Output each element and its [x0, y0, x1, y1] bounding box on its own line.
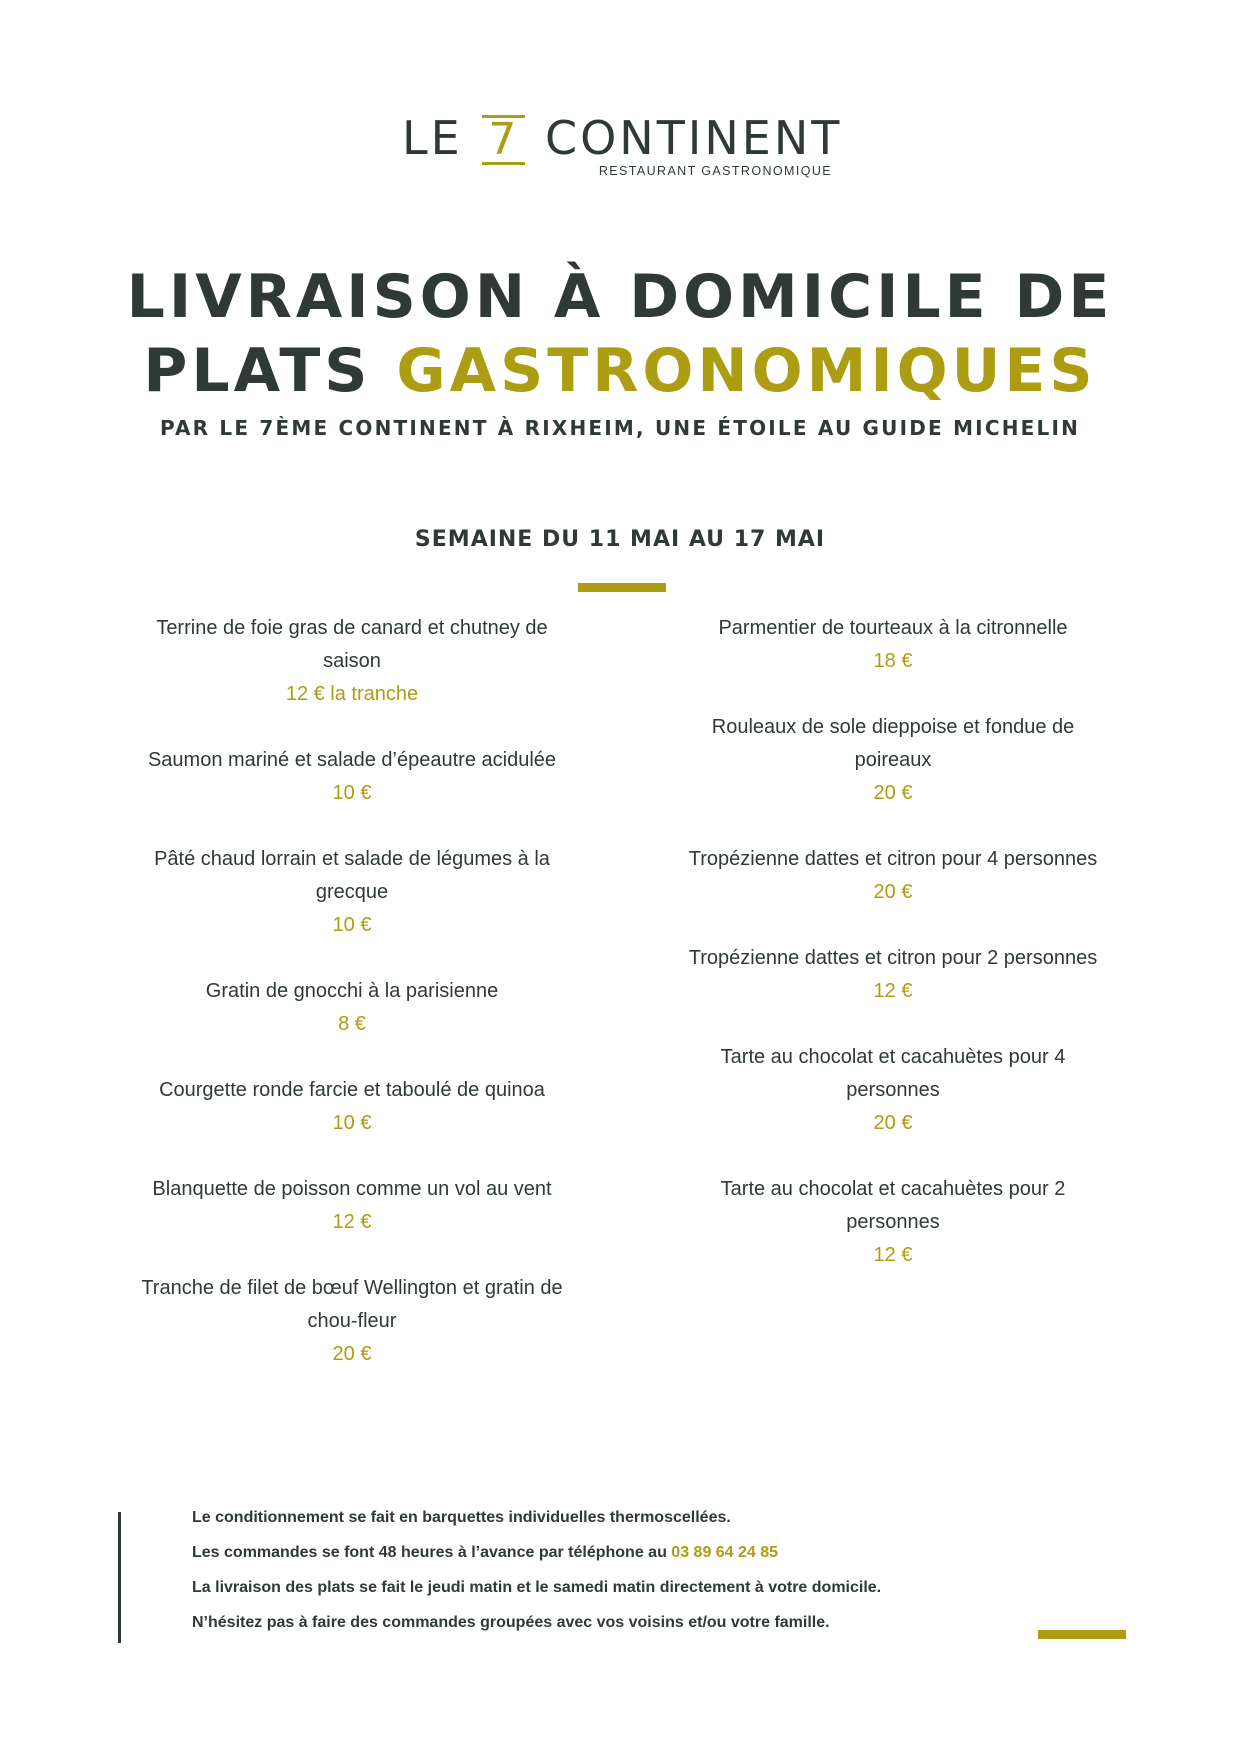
menu-item — [115, 975, 589, 1041]
menu-item-price: 18 € — [873, 650, 913, 672]
menu-item-price: 20 € — [873, 881, 913, 903]
menu-item — [115, 1173, 589, 1239]
title-word-plats: PLATS — [143, 336, 372, 406]
notes-side-bar — [118, 1512, 121, 1643]
menu-item-price: 20 € — [332, 1343, 372, 1365]
week-label: SEMAINE DU 11 MAI AU 17 MAI — [414, 527, 826, 552]
menu-item-name: Tropézienne dattes et citron pour 4 personnes — [688, 848, 1098, 870]
menu-item-name: Pâté chaud lorrain et salade de légumes à la — [154, 848, 550, 870]
menu-item — [115, 744, 589, 810]
menu-item-price: 12 € — [873, 1244, 913, 1266]
menu-item-name: grecque — [315, 881, 389, 903]
menu-item-name: chou-fleur — [307, 1310, 397, 1332]
menu-item-name: Terrine de foie gras de canard et chutney de — [156, 617, 548, 639]
menu-item-name: Gratin de gnocchi à la parisienne — [205, 980, 499, 1002]
title-word-gastronomiques: GASTRONOMIQUES — [396, 336, 1097, 406]
note-packaging: Le conditionnement se fait en barquettes individuelles thermoscellées. — [192, 1509, 731, 1526]
menu-item — [115, 1074, 589, 1140]
menu-item-name: personnes — [846, 1211, 940, 1233]
logo-word-continent: CONTINENT — [544, 111, 843, 165]
menu-item-price: 10 € — [332, 1112, 372, 1134]
footer-divider — [1038, 1630, 1126, 1639]
logo-word-le: LE — [402, 111, 463, 165]
menu-item — [115, 1272, 589, 1371]
delivery-notes — [192, 1508, 881, 1648]
page-title-line1: LIVRAISON À DOMICILE DE — [126, 262, 1114, 332]
menu-item-name: poireaux — [854, 749, 932, 771]
menu-item — [653, 843, 1133, 909]
menu-item-price: 10 € — [332, 914, 372, 936]
page-title-line2 — [0, 336, 1240, 406]
menu-item-name: Tropézienne dattes et citron pour 2 personnes — [688, 947, 1098, 969]
menu-item-name: Blanquette de poisson comme un vol au vent — [152, 1178, 552, 1200]
menu-item-name: Rouleaux de sole dieppoise et fondue de — [711, 716, 1075, 738]
logo-number: 7 — [482, 115, 525, 165]
menu-item-name: Tranche de filet de bœuf Wellington et gratin de — [141, 1277, 563, 1299]
menu-item-name: Parmentier de tourteaux à la citronnelle — [718, 617, 1068, 639]
page-subtitle: PAR LE 7ÈME CONTINENT À RIXHEIM, UNE ÉTOILE AU GUIDE MICHELIN — [159, 416, 1081, 440]
menu-item — [653, 711, 1133, 810]
week-divider — [578, 583, 666, 592]
note-delivery: La livraison des plats se fait le jeudi matin et le samedi matin directement à votre domicile. — [192, 1579, 882, 1596]
note-orders — [192, 1543, 881, 1563]
menu-item-price: 8 € — [338, 1013, 366, 1035]
menu-item — [653, 1173, 1133, 1272]
menu-column-right — [653, 612, 1133, 1305]
menu-item — [653, 942, 1133, 1008]
menu-item-name: Tarte au chocolat et cacahuètes pour 4 — [720, 1046, 1066, 1068]
menu-item-price: 10 € — [332, 782, 372, 804]
menu-item-price: 12 € — [873, 980, 913, 1002]
menu-column-left — [115, 612, 589, 1404]
menu-item-price: 12 € la tranche — [285, 683, 419, 705]
menu-item-price: 12 € — [332, 1211, 372, 1233]
note-group-orders: N’hésitez pas à faire des commandes groupées avec vos voisins et/ou votre famille. — [192, 1614, 830, 1631]
note-orders-text: Les commandes se font 48 heures à l’avance par téléphone au — [192, 1544, 667, 1561]
menu-item-name: Tarte au chocolat et cacahuètes pour 2 — [720, 1178, 1066, 1200]
menu-item — [653, 1041, 1133, 1140]
menu-item-price: 20 € — [873, 1112, 913, 1134]
phone-number[interactable]: 03 89 64 24 85 — [671, 1544, 779, 1561]
menu-item-name: Saumon mariné et salade d’épeautre acidulée — [147, 749, 557, 771]
restaurant-logo — [402, 108, 843, 184]
menu-item-name: saison — [323, 650, 381, 672]
menu-item-price: 20 € — [873, 782, 913, 804]
menu-item — [115, 843, 589, 942]
logo-tagline: RESTAURANT GASTRONOMIQUE — [598, 164, 832, 178]
menu-item-name: personnes — [846, 1079, 940, 1101]
logo-wordmark — [402, 110, 842, 166]
menu-item — [653, 612, 1133, 678]
menu-item — [115, 612, 589, 711]
menu-item-name: Courgette ronde farcie et taboulé de quinoa — [159, 1079, 545, 1101]
